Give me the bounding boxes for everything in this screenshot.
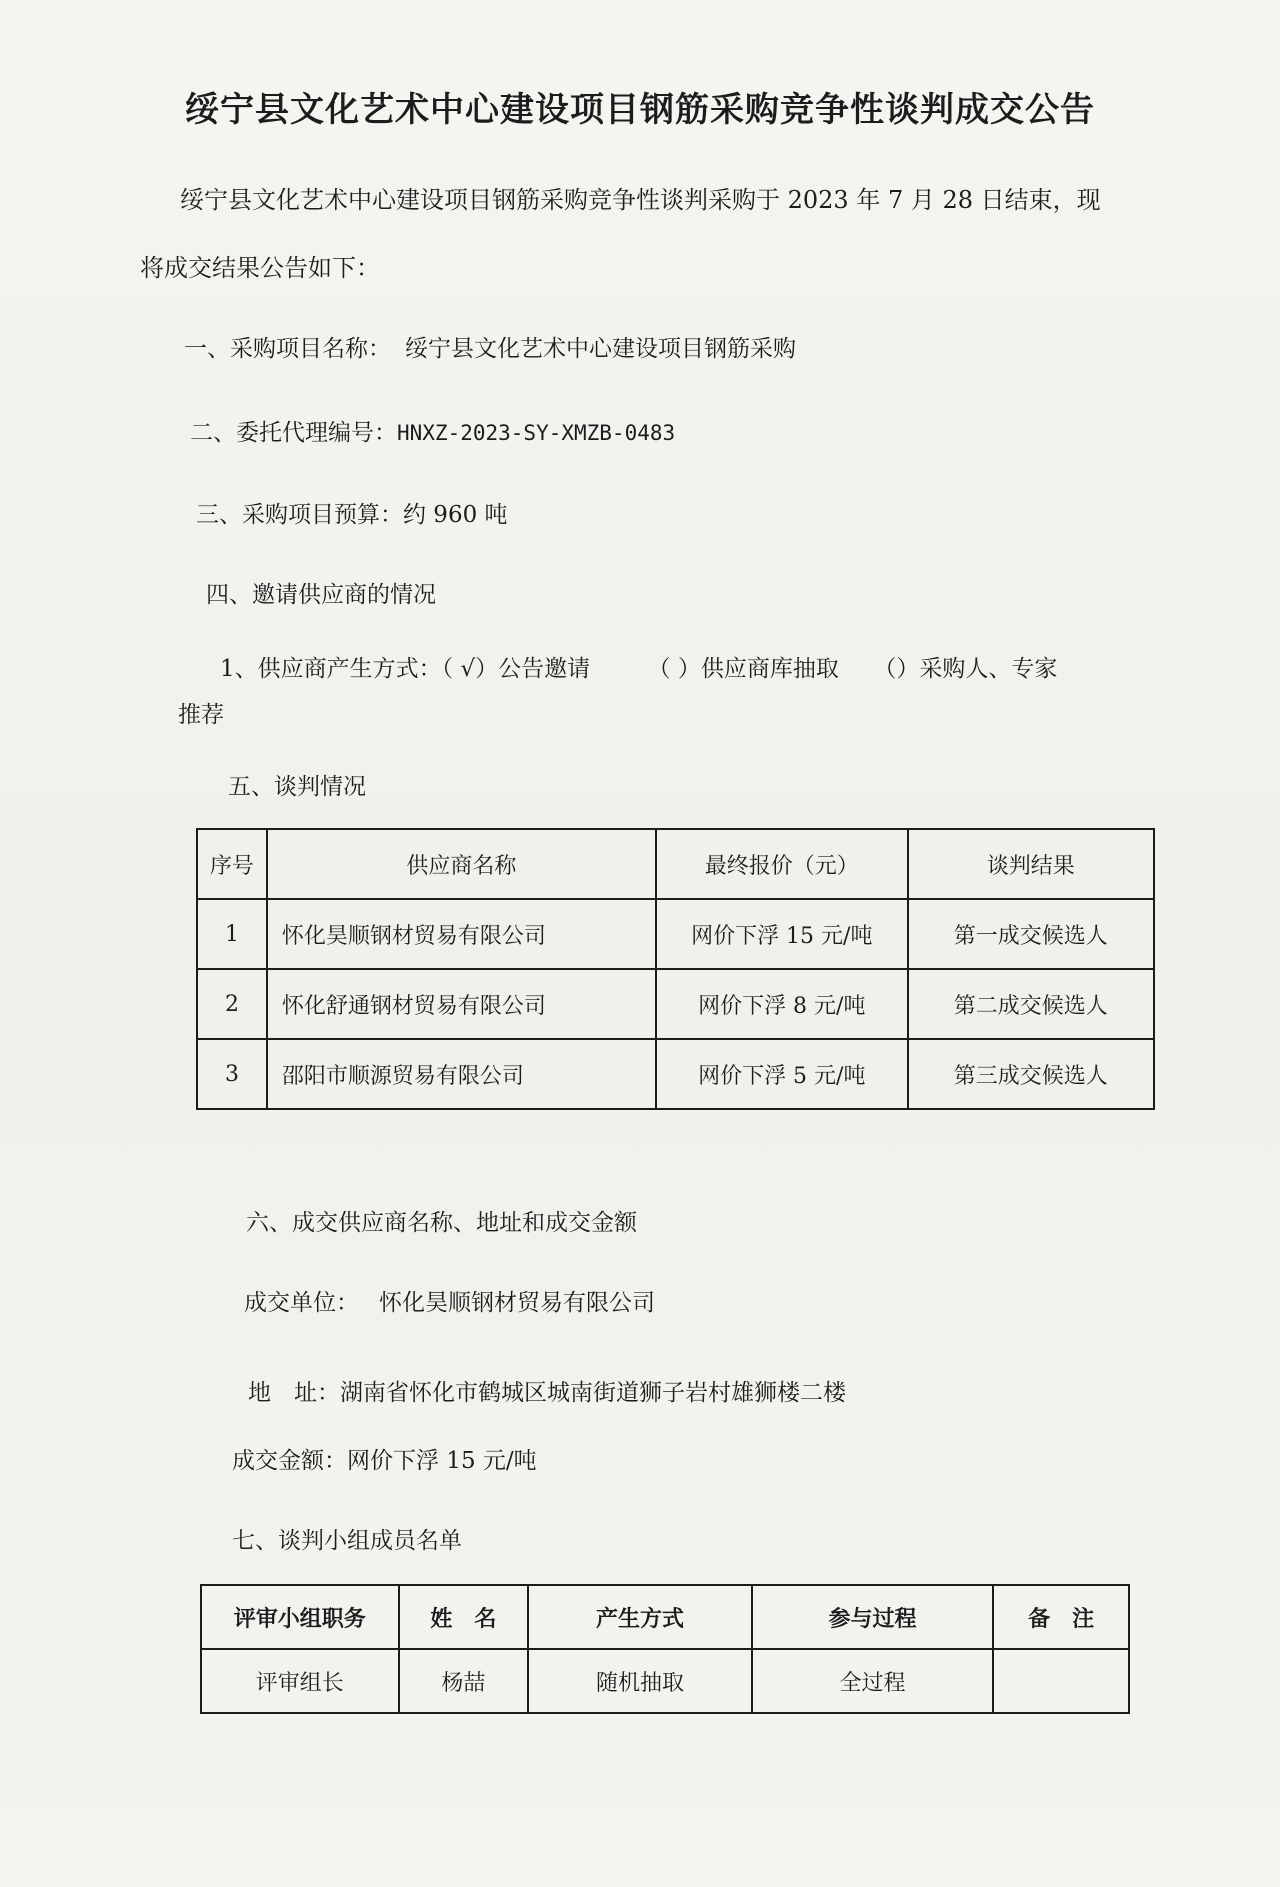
section-3-label: 三、采购项目预算： bbox=[196, 502, 403, 528]
header-cell: 序号 bbox=[197, 829, 267, 899]
table-header-row bbox=[201, 1585, 1129, 1649]
table-cell: 网价下浮 15 元/吨 bbox=[656, 899, 908, 969]
table-cell: 全过程 bbox=[752, 1649, 993, 1713]
table-cell bbox=[993, 1649, 1129, 1713]
table-cell: 网价下浮 5 元/吨 bbox=[656, 1039, 908, 1109]
table-cell: 第二成交候选人 bbox=[908, 969, 1154, 1039]
table-row bbox=[201, 1649, 1129, 1713]
table-row bbox=[197, 1039, 1154, 1109]
table-cell: 怀化舒通钢材贸易有限公司 bbox=[267, 969, 656, 1039]
deal-amount-label: 成交金额： bbox=[232, 1448, 347, 1474]
section-1 bbox=[184, 330, 796, 363]
table-cell: 3 bbox=[197, 1039, 267, 1109]
header-cell: 备 注 bbox=[993, 1585, 1129, 1649]
section-4-heading: 四、邀请供应商的情况 bbox=[206, 582, 436, 608]
deal-unit-label: 成交单位： bbox=[244, 1290, 359, 1316]
section-3 bbox=[196, 496, 508, 529]
section-6-heading: 六、成交供应商名称、地址和成交金额 bbox=[246, 1210, 637, 1236]
section-1-value: 绥宁县文化艺术中心建设项目钢筋采购 bbox=[405, 336, 796, 362]
section-5-heading: 五、谈判情况 bbox=[228, 774, 366, 800]
table-cell: 邵阳市顺源贸易有限公司 bbox=[267, 1039, 656, 1109]
table-cell: 第三成交候选人 bbox=[908, 1039, 1154, 1109]
table-cell: 杨喆 bbox=[399, 1649, 529, 1713]
header-cell: 最终报价（元） bbox=[656, 829, 908, 899]
table-row bbox=[197, 969, 1154, 1039]
header-cell: 参与过程 bbox=[752, 1585, 993, 1649]
section-4-item-1-line-1: 1、供应商产生方式：（ √）公告邀请 （ ）供应商库抽取 （）采购人、专家 bbox=[220, 656, 1058, 682]
table-cell: 评审组长 bbox=[201, 1649, 399, 1713]
deal-amount bbox=[232, 1442, 537, 1475]
deal-address-label: 地 址： bbox=[248, 1380, 340, 1406]
header-cell: 评审小组职务 bbox=[201, 1585, 399, 1649]
table-header-row bbox=[197, 829, 1154, 899]
header-cell: 谈判结果 bbox=[908, 829, 1154, 899]
header-cell: 姓 名 bbox=[399, 1585, 529, 1649]
intro-line-1: 绥宁县文化艺术中心建设项目钢筋采购竞争性谈判采购于 2023 年 7 月 28 日结束，现 bbox=[180, 186, 1101, 214]
table-row bbox=[197, 899, 1154, 969]
negotiation-table bbox=[196, 828, 1155, 1110]
table-cell: 1 bbox=[197, 899, 267, 969]
deal-unit-value: 怀化昊顺钢材贸易有限公司 bbox=[379, 1290, 655, 1316]
deal-amount-value: 网价下浮 15 元/吨 bbox=[347, 1448, 537, 1474]
table-cell: 随机抽取 bbox=[528, 1649, 751, 1713]
deal-address bbox=[248, 1374, 846, 1407]
section-4-item-1-line-2: 推荐 bbox=[178, 702, 224, 728]
section-2-value: HNXZ-2023-SY-XMZB-0483 bbox=[397, 421, 676, 445]
section-3-value: 约 960 吨 bbox=[403, 502, 508, 528]
deal-address-value: 湖南省怀化市鹤城区城南街道狮子岩村雄狮楼二楼 bbox=[340, 1380, 846, 1406]
header-cell: 产生方式 bbox=[528, 1585, 751, 1649]
header-cell: 供应商名称 bbox=[267, 829, 656, 899]
intro-line-2: 将成交结果公告如下： bbox=[140, 254, 380, 282]
section-2 bbox=[190, 414, 675, 447]
table-cell: 2 bbox=[197, 969, 267, 1039]
table-cell: 第一成交候选人 bbox=[908, 899, 1154, 969]
table-cell: 网价下浮 8 元/吨 bbox=[656, 969, 908, 1039]
deal-unit bbox=[244, 1284, 655, 1317]
document-title: 绥宁县文化艺术中心建设项目钢筋采购竞争性谈判成交公告 bbox=[185, 90, 1095, 130]
panel-members-table bbox=[200, 1584, 1130, 1714]
table-cell: 怀化昊顺钢材贸易有限公司 bbox=[267, 899, 656, 969]
section-2-label: 二、委托代理编号： bbox=[190, 420, 397, 446]
section-1-label: 一、采购项目名称： bbox=[184, 336, 391, 362]
section-7-heading: 七、谈判小组成员名单 bbox=[232, 1528, 462, 1554]
